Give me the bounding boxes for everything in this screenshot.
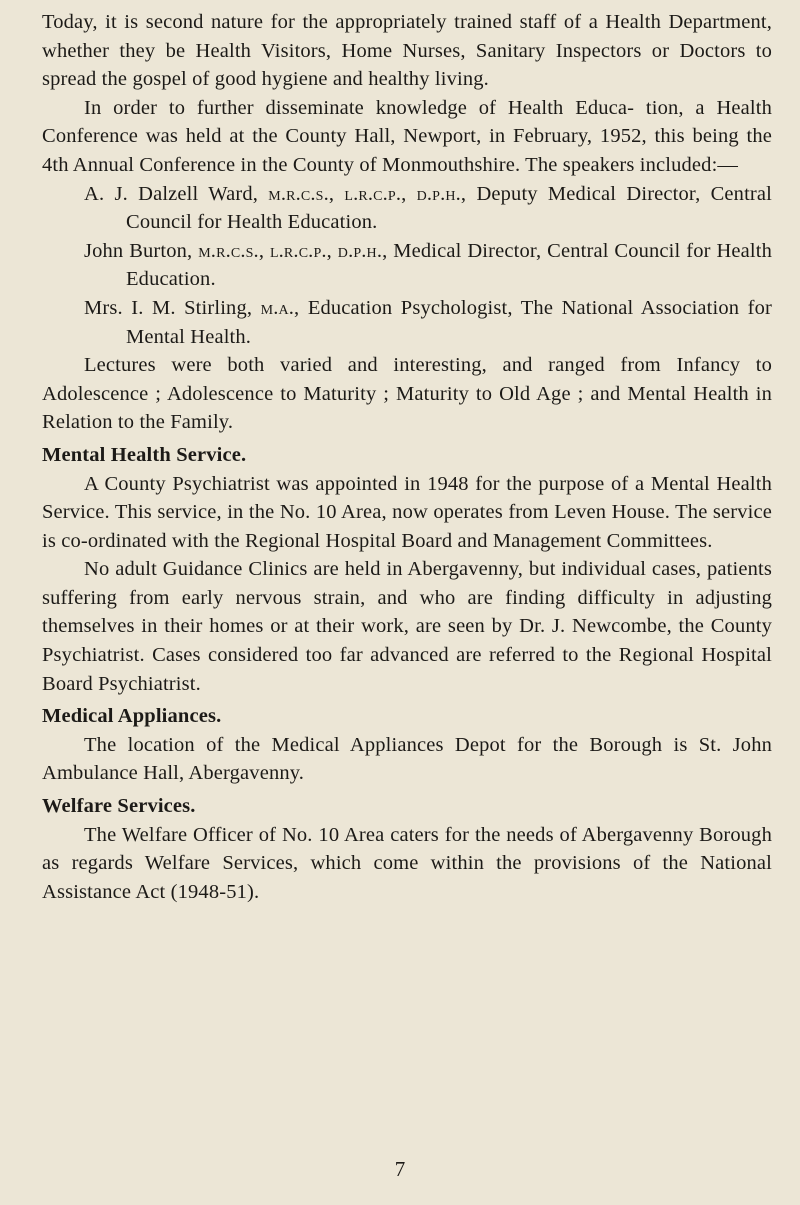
speaker-name: Mrs. I. M. Stirling,: [84, 296, 253, 319]
speaker-entry: [84, 237, 772, 294]
speaker-entry: [84, 294, 772, 351]
intro-paragraph: Today, it is second nature for the appropriately trained staff of a Health Department, whether they be Health Visitors, Home Nurses, Sanitary Inspectors or Doctors to spread the gospel of good hygiene and healthy living.: [42, 11, 772, 91]
mental-health-heading: Mental Health Service.: [42, 443, 247, 466]
medical-appliances-paragraph: The location of the Medical Appliances Depot for the Borough is St. John Ambulance Hall, Abergavenny.: [42, 733, 772, 785]
mental-health-paragraph-1: A County Psychiatrist was appointed in 1948 for the purpose of a Mental Health Service. This service, in the No. 10 Area, now operates from Leven House. The service is co-ordinated with the Regional Hospital Board and Management Committees.: [42, 472, 772, 552]
welfare-services-heading: Welfare Services.: [42, 795, 196, 818]
speaker-qualifications: m.r.c.s., l.r.c.p., d.p.h.,: [198, 239, 388, 262]
page-number: 7: [394, 1157, 406, 1181]
mental-health-paragraph-2: No adult Guidance Clinics are held in Abergavenny, but individual cases, patients suffering from early nervous strain, and who are finding difficulty in adjusting themselves in their homes or at their work, are seen by Dr. J. Newcombe, the County Psychiatrist. Cases considered too far advanced are referred to the Regional Hospital Board Psychiatrist.: [42, 558, 772, 695]
speaker-name: A. J. Dalzell Ward,: [84, 182, 258, 205]
lectures-paragraph: Lectures were both varied and interesting, and ranged from Infancy to Adolescence ; Adolescence to Maturity ; Maturity to Old Age ; and Mental Health in Relation to the Family.: [42, 354, 772, 434]
speaker-role: Education Psychologist, The National Association for Mental Health.: [126, 296, 772, 348]
speaker-name: John Burton,: [84, 239, 193, 262]
speaker-role: Deputy Medical Director, Central Council for Health Education.: [126, 182, 772, 234]
document-page: [42, 8, 772, 906]
conference-paragraph: In order to further disseminate knowledge of Health Educa- tion, a Health Conference was held at the County Hall, Newport, in February, 1952, this being the 4th Annual Conference in the County of Monmouthshire. The speakers included:—: [42, 96, 772, 176]
speaker-role: Medical Director, Central Council for Health Education.: [126, 239, 773, 291]
welfare-services-paragraph: The Welfare Officer of No. 10 Area caters for the needs of Abergavenny Borough as regards Welfare Services, which come within the provisions of the National Assistance Act (1948-51).: [42, 823, 772, 903]
speaker-entry: [84, 180, 772, 237]
speaker-qualifications: m.r.c.s., l.r.c.p., d.p.h.,: [268, 182, 467, 205]
speaker-qualifications: m.a.,: [260, 296, 300, 319]
medical-appliances-heading: Medical Appliances.: [42, 705, 222, 728]
